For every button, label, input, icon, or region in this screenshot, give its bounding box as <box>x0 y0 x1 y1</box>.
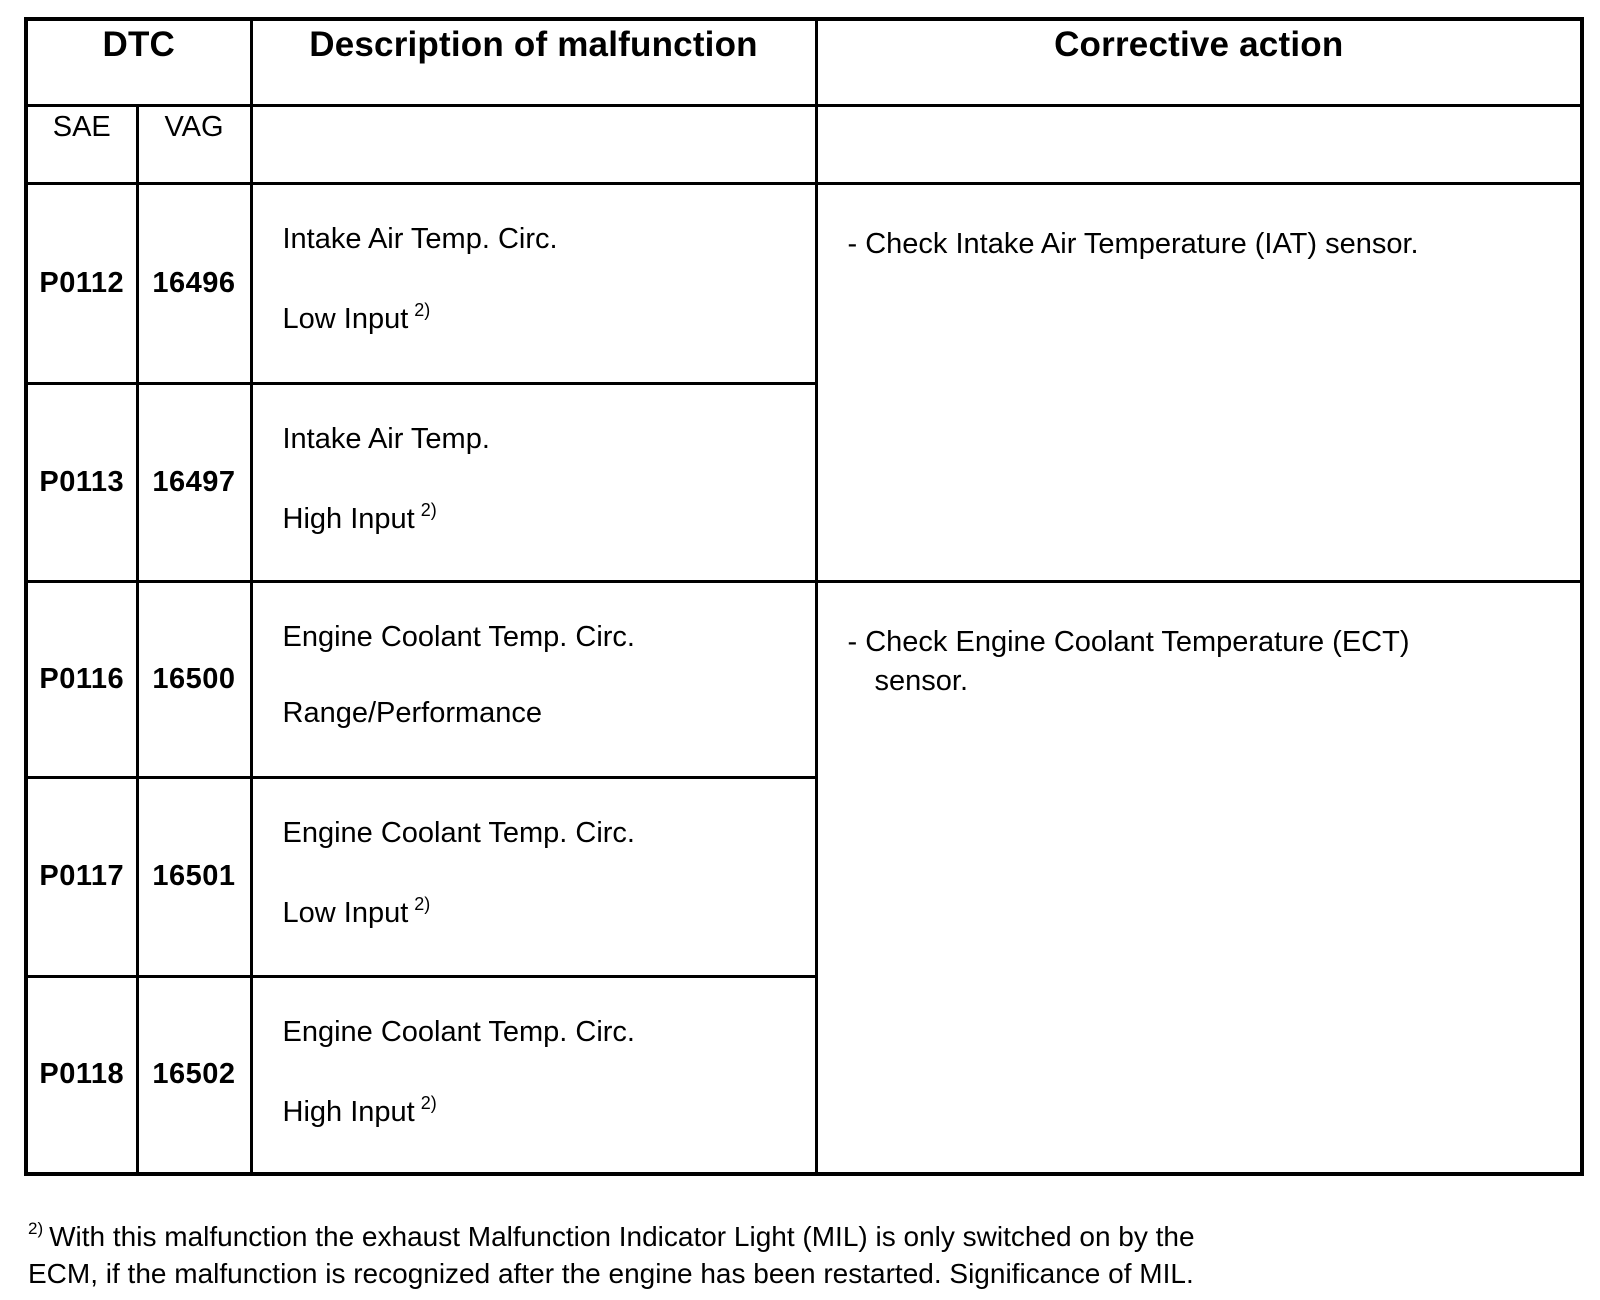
description-line-2: Range/Performance <box>282 696 543 729</box>
description-line-2: Low Input $^{2)}$ <box>282 893 431 929</box>
footnote-marker: 2) <box>28 1219 44 1238</box>
description-line-2: Low Input $^{2)}$ <box>282 299 431 335</box>
sae-code: P0116 <box>26 581 137 777</box>
vag-code: 16500 <box>137 581 251 777</box>
malfunction-description <box>251 777 816 976</box>
footnote-ref: 2) <box>420 499 437 520</box>
header-description-empty <box>251 105 816 183</box>
header-vag: VAG <box>137 105 251 183</box>
action-text: - Check Intake Air Temperature (IAT) sensor. <box>847 227 1419 260</box>
description-line-2: High Input $^{2)}$ <box>282 1092 437 1128</box>
footnote-line-2: ECM, if the malfunction is recognized after the engine has been restarted. Significance of MIL. <box>28 1258 1194 1289</box>
sae-code: P0117 <box>26 777 137 976</box>
action-text: - Check Engine Coolant Temperature (ECT) <box>847 625 1410 658</box>
footnote <box>28 1210 1528 1292</box>
header-description: Description of malfunction <box>251 19 816 105</box>
description-line-2: High Input $^{2)}$ <box>282 499 437 535</box>
action-text-continued: sensor. <box>874 664 968 697</box>
dtc-table <box>24 17 1584 1176</box>
sae-code: P0113 <box>26 383 137 581</box>
table-row <box>26 183 1582 383</box>
vag-code: 16502 <box>137 976 251 1174</box>
header-corrective-action: Corrective action <box>816 19 1582 105</box>
vag-code: 16496 <box>137 183 251 383</box>
footnote-ref: 2) <box>420 1092 437 1113</box>
corrective-action-ect <box>816 581 1582 1174</box>
corrective-action-iat <box>816 183 1582 581</box>
malfunction-description <box>251 581 816 777</box>
malfunction-description <box>251 976 816 1174</box>
description-line-1: Engine Coolant Temp. Circ. <box>282 816 635 849</box>
description-line-1: Intake Air Temp. <box>282 422 490 455</box>
description-line-1: Engine Coolant Temp. Circ. <box>282 620 635 653</box>
vag-code: 16501 <box>137 777 251 976</box>
header-action-empty <box>816 105 1582 183</box>
table-row <box>26 581 1582 777</box>
footnote-ref: 2) <box>414 893 431 914</box>
malfunction-description <box>251 183 816 383</box>
sae-code: P0118 <box>26 976 137 1174</box>
malfunction-description <box>251 383 816 581</box>
description-line-1: Engine Coolant Temp. Circ. <box>282 1015 635 1048</box>
vag-code: 16497 <box>137 383 251 581</box>
header-dtc: DTC <box>26 19 251 105</box>
footnote-ref: 2) <box>414 299 431 320</box>
header-sae: SAE <box>26 105 137 183</box>
sae-code: P0112 <box>26 183 137 383</box>
footnote-line-1: $^{2)}$ With this malfunction the exhaust Malfunction Indicator Light (MIL) is only switched on by the <box>28 1219 1195 1252</box>
description-line-1: Intake Air Temp. Circ. <box>282 222 558 255</box>
